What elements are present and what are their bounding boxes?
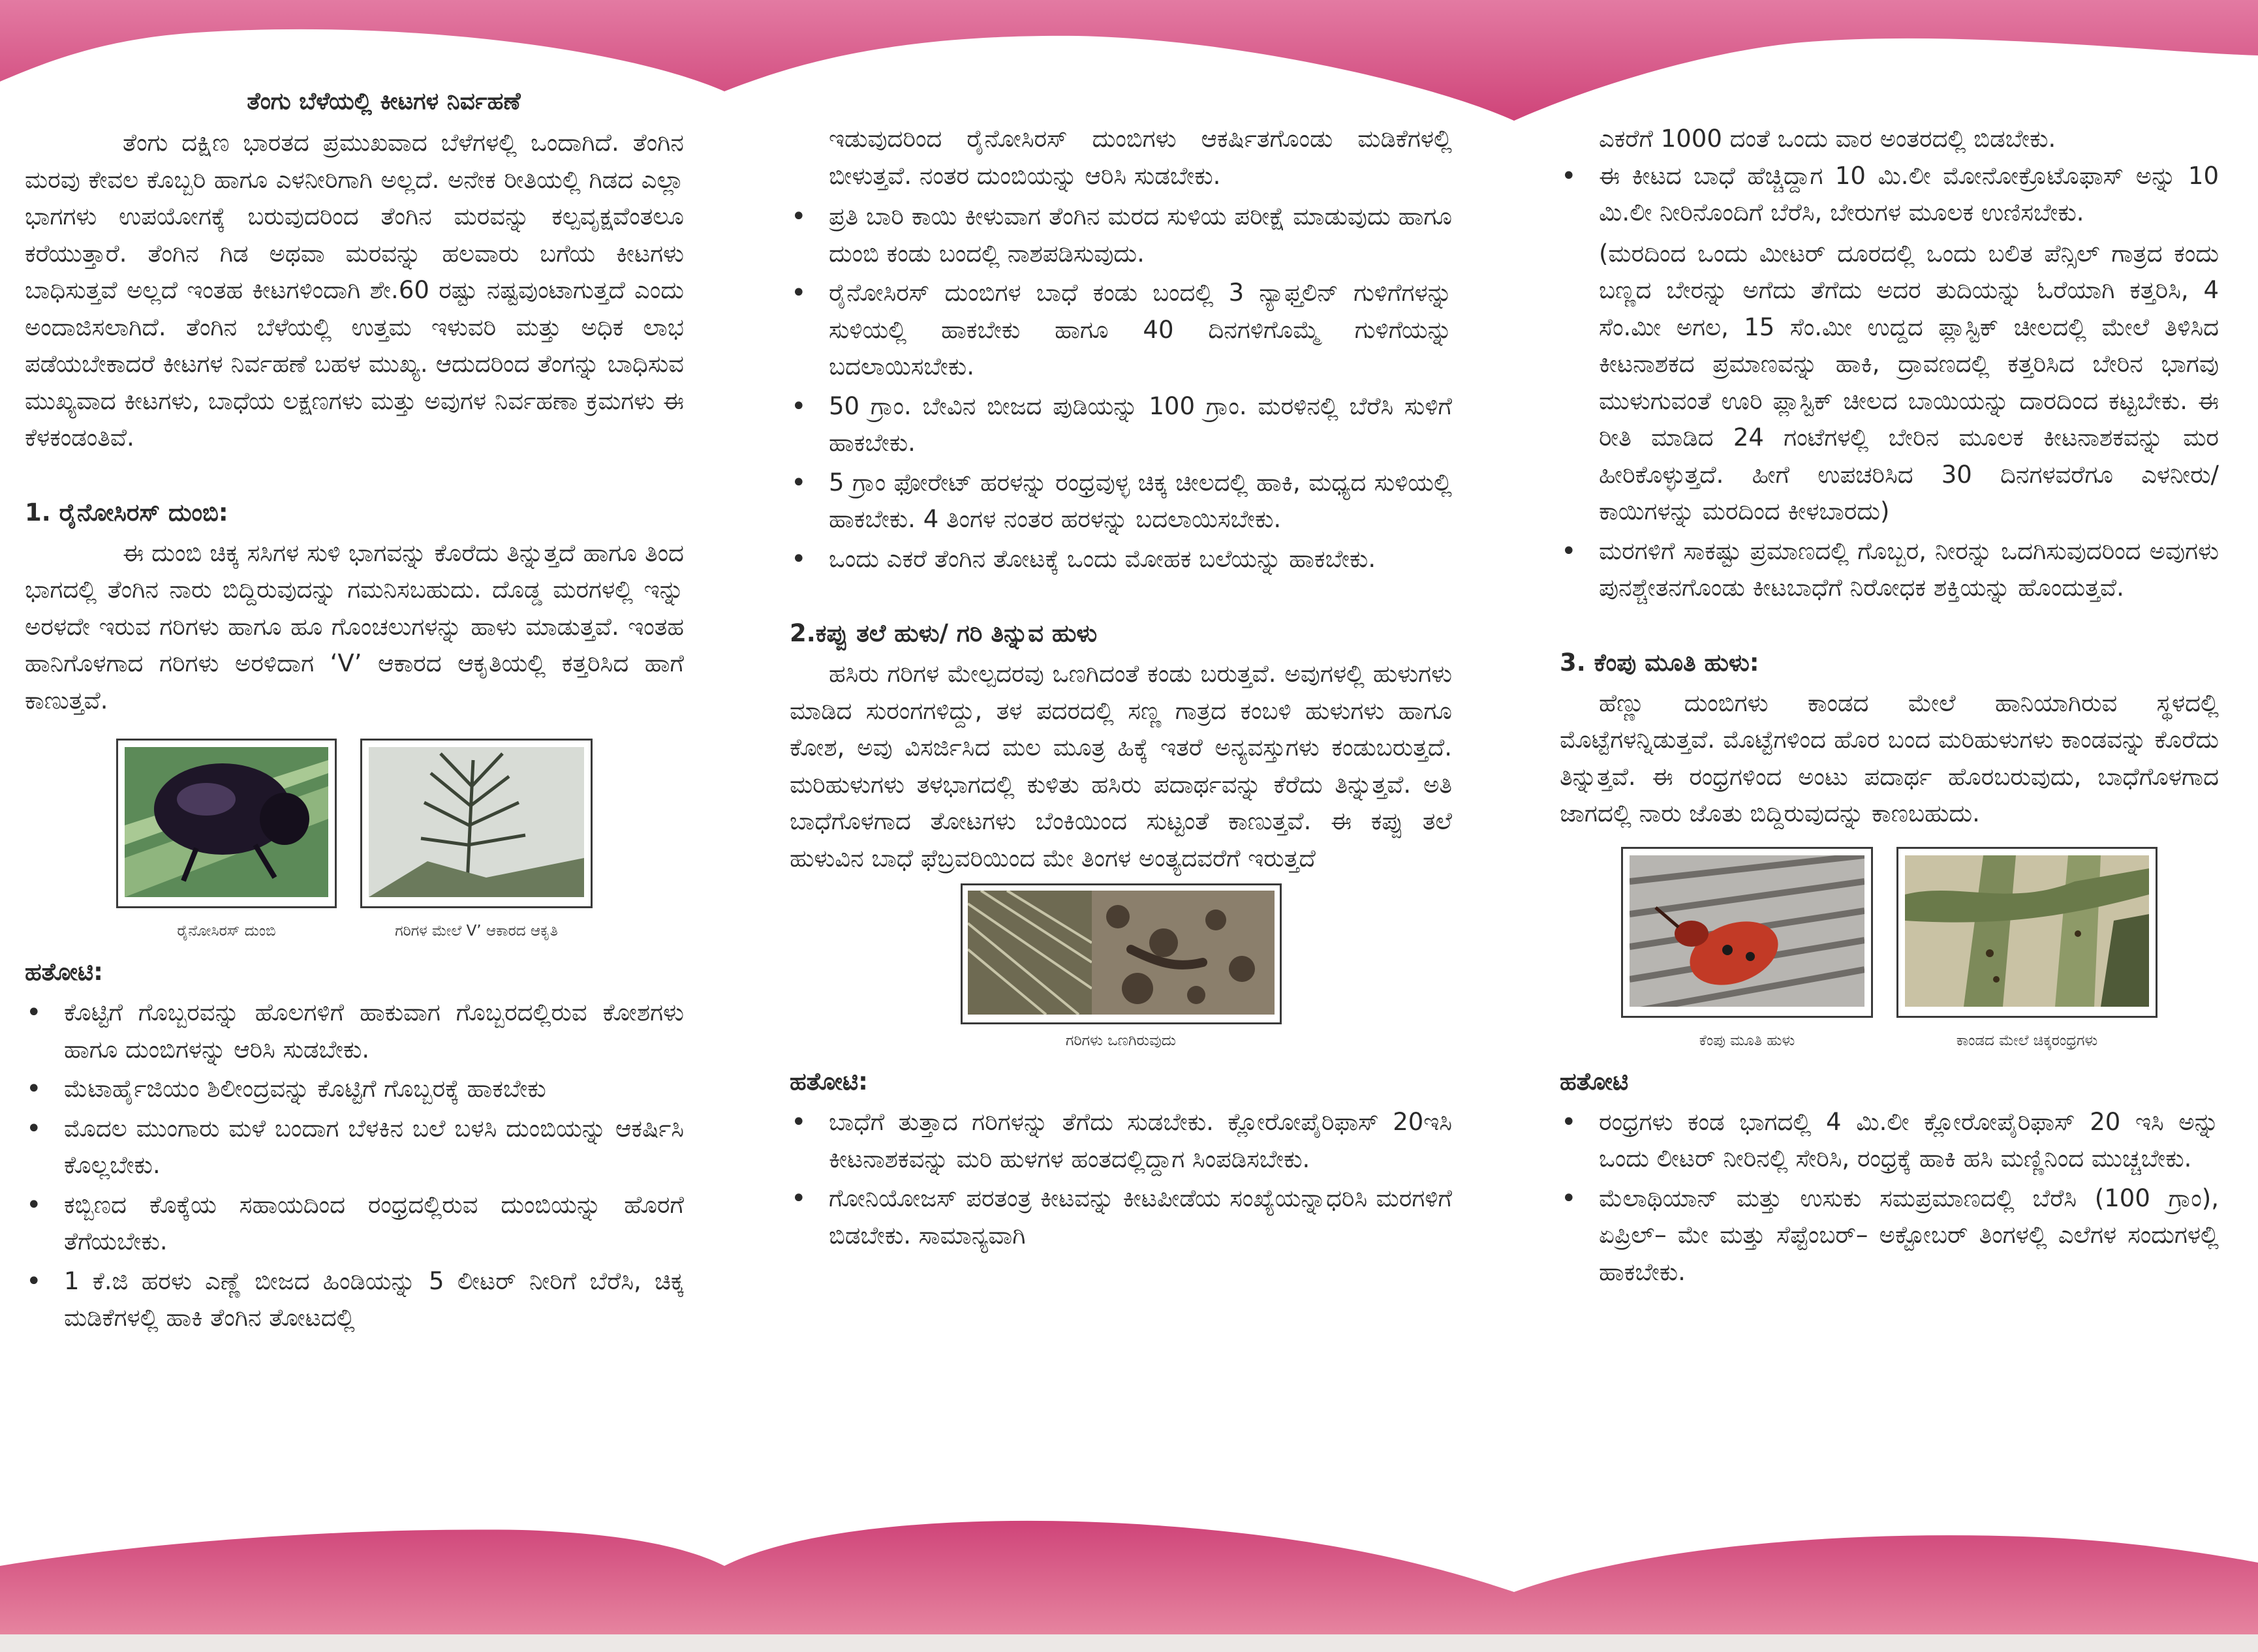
v-shaped-frond-photo	[369, 747, 584, 897]
list-item: • ರಂಧ್ರಗಳು ಕಂಡ ಭಾಗದಲ್ಲಿ 4 ಮಿ.ಲೀ ಕ್ಲೋರೋಪೈರಿಫಾಸ್ 20 ಇಸಿ ಅನ್ನು ಒಂದು ಲೀಟರ್ ನೀರಿನಲ್ಲಿ ಸೇರಿಸಿ, ರಂಧ್ರಕ್ಕೆ ಹಾಕಿ ಹಸಿ ಮಣ್ಣಿನಿಂದ ಮುಚ್ಚಬೇಕು.	[1561, 1107, 2219, 1172]
continued-text: ಎಕರೆಗೆ 1000 ದಂತೆ ಒಂದು ವಾರ ಅಂತರದಲ್ಲಿ ಬಿಡಬೇಕು.	[1599, 125, 2056, 153]
section-2-figures	[790, 883, 1452, 1049]
figure-caption: ರೈನೋಸಿರಸ್ ದುಂಬಿ	[177, 923, 276, 940]
section-3-control-heading: ಹತೋಟಿ	[1560, 1067, 1629, 1095]
list-item: • 1 ಕೆ.ಜಿ ಹರಳು ಎಣ್ಣೆ ಬೀಜದ ಹಿಂಡಿಯನ್ನು 5 ಲೀಟರ್ ನೀರಿಗೆ ಬೆರೆಸಿ, ಚಿಕ್ಕ ಮಡಿಕೆಗಳಲ್ಲಿ ಹಾಕಿ ತೆಂಗಿನ ತೋಟದಲ್ಲಿ	[26, 1266, 684, 1332]
section-1-heading: 1. ರೈನೋಸಿರಸ್ ದುಂಬಿ:	[25, 498, 228, 527]
section-2-control-list-continued-2	[1560, 533, 2219, 607]
figure-caption: ಗರಿಗಳ ಮೇಲೆ V’ ಆಕಾರದ ಆಕೃತಿ	[395, 923, 558, 940]
list-item: • ಮೆಟಾರ್ಹೈಜಿಯಂ ಶಿಲೀಂದ್ರವನ್ನು ಕೊಟ್ಟಿಗೆ ಗೊಬ್ಬರಕ್ಕೆ ಹಾಕಬೇಕು	[26, 1074, 546, 1104]
list-item: • ಕೊಟ್ಟಿಗೆ ಗೊಬ್ಬರವನ್ನು ಹೊಲಗಳಿಗೆ ಹಾಕುವಾಗ ಗೊಬ್ಬರದಲ್ಲಿರುವ ಕೋಶಗಳು ಹಾಗೂ ದುಂಬಿಗಳನ್ನು ಆರಿಸಿ ಸುಡಬೇಕು.	[26, 998, 684, 1063]
list-item: • ಈ ಕೀಟದ ಬಾಧೆ ಹೆಚ್ಚಿದ್ದಾಗ 10 ಮಿ.ಲೀ ಮೋನೋಕ್ರೊಟೊಫಾಸ್ ಅನ್ನು 10 ಮಿ.ಲೀ ನೀರಿನೊಂದಿಗೆ ಬೆರೆಸಿ, ಬೇರುಗಳ ಮೂಲಕ ಉಣಿಸಬೇಕು.	[1561, 161, 2219, 226]
section-2-text: ಹಸಿರು ಗರಿಗಳ ಮೇಲ್ಪದರವು ಒಣಗಿದಂತೆ ಕಂಡು ಬರುತ್ತವೆ. ಅವುಗಳಲ್ಲಿ ಹುಳುಗಳು ಮಾಡಿದ ಸುರಂಗಗಳಿದ್ದು, ತಳ ಪದರದಲ್ಲಿ ಸಣ್ಣ ಗಾತ್ರದ ಕಂಬಳಿ ಹುಳುಗಳು ಹಾಗೂ ಕೋಶ, ಅವು ವಿಸರ್ಜಿಸಿದ ಮಲ ಮೂತ್ರ ಹಿಕ್ಕೆ ಇತರೆ ಅನ್ಯವಸ್ತುಗಳು ಕಂಡುಬರುತ್ತದೆ. ಮರಿಹುಳುಗಳು ತಳಭಾಗದಲ್ಲಿ ಕುಳಿತು ಹಸಿರು ಪದಾರ್ಥವನ್ನು ಕೆರೆದು ತಿನ್ನುತ್ತವೆ. ಅತಿ ಬಾಧೆಗೊಳಗಾದ ತೋಟಗಳು ಬೆಂಕಿಯಿಂದ ಸುಟ್ಟಂತೆ ಕಾಣುತ್ತವೆ. ಈ ಕಪ್ಪು ತಲೆ ಹುಳುವಿನ ಬಾಧೆ ಫೆಬ್ರವರಿಯಿಂದ ಮೇ ತಿಂಗಳ ಅಂತ್ಯದವರೆಗೆ ಇರುತ್ತದೆ	[790, 660, 1452, 872]
section-2-control-list-continued	[1560, 158, 2219, 232]
section-1-control-heading: ಹತೋಟಿ:	[25, 958, 103, 986]
dried-fronds-photo	[968, 891, 1275, 1015]
section-2-control-heading: ಹತೋಟಿ:	[790, 1067, 868, 1095]
intro-paragraph: ತೆಂಗು ದಕ್ಷಿಣ ಭಾರತದ ಪ್ರಮುಖವಾದ ಬೆಳೆಗಳಲ್ಲಿ ಒಂದಾಗಿದೆ. ತೆಂಗಿನ ಮರವು ಕೇವಲ ಕೊಬ್ಬರಿ ಹಾಗೂ ಎಳನೀರಿಗಾಗಿ ಅಲ್ಲದೆ. ಅನೇಕ ರೀತಿಯಲ್ಲಿ ಗಿಡದ ಎಲ್ಲಾ ಭಾಗಗಳು ಉಪಯೋಗಕ್ಕೆ ಬರುವುದರಿಂದ ತೆಂಗಿನ ಮರವನ್ನು ಕಲ್ಪವೃಕ್ಷವೆಂತಲೂ ಕರೆಯುತ್ತಾರೆ. ತೆಂಗಿನ ಗಿಡ ಅಥವಾ ಮರವನ್ನು ಹಲವಾರು ಬಗೆಯ ಕೀಟಗಳು ಬಾಧಿಸುತ್ತವೆ ಅಲ್ಲದೆ ಇಂತಹ ಕೀಟಗಳಿಂದಾಗಿ ಶೇ.60 ರಷ್ಟು ನಷ್ಟವುಂಟಾಗುತ್ತದೆ ಎಂದು ಅಂದಾಜಿಸಲಾಗಿದೆ. ತೆಂಗಿನ ಬೆಳೆಯಲ್ಲಿ ಉತ್ತಮ ಇಳುವರಿ ಮತ್ತು ಅಧಿಕ ಲಾಭ ಪಡೆಯಬೇಕಾದರೆ ಕೀಟಗಳ ನಿರ್ವಹಣೆ ಬಹಳ ಮುಖ್ಯ. ಆದುದರಿಂದ ತೆಂಗನ್ನು ಬಾಧಿಸುವ ಮುಖ್ಯವಾದ ಕೀಟಗಳು, ಬಾಧೆಯ ಲಕ್ಷಣಗಳು ಮತ್ತು ಅವುಗಳ ನಿರ್ವಹಣಾ ಕ್ರಮಗಳು ಈ ಕೆಳಕಂಡಂತಿವೆ.	[25, 129, 684, 451]
list-item: • ಒಂದು ಎಕರೆ ತೆಂಗಿನ ತೋಟಕ್ಕೆ ಒಂದು ಮೋಹಕ ಬಲೆಯನ್ನು ಹಾಕಬೇಕು.	[791, 543, 1376, 574]
rhinoceros-beetle-photo	[125, 747, 328, 897]
red-palm-weevil-photo	[1630, 855, 1864, 1007]
figure-dried-fronds	[961, 883, 1282, 1049]
section-2-control-list	[790, 1104, 1452, 1254]
section-1-text: ಈ ದುಂಬಿ ಚಿಕ್ಕ ಸಸಿಗಳ ಸುಳಿ ಭಾಗವನ್ನು ಕೊರೆದು ತಿನ್ನುತ್ತದೆ ಹಾಗೂ ತಿಂದ ಭಾಗದಲ್ಲಿ ತೆಂಗಿನ ನಾರು ಬಿದ್ದಿರುವುದನ್ನು ಗಮನಿಸಬಹುದು. ದೊಡ್ಡ ಮರಗಳಲ್ಲಿ ಇನ್ನು ಅರಳದೇ ಇರುವ ಗರಿಗಳು ಹಾಗೂ ಹೂ ಗೊಂಚಲುಗಳನ್ನು ಹಾಳು ಮಾಡುತ್ತವೆ. ಇಂತಹ ಹಾನಿಗೊಳಗಾದ ಗರಿಗಳು ಅರಳಿದಾಗ ‘V’ ಆಕಾರದ ಆಕೃತಿಯಲ್ಲಿ ಕತ್ತರಿಸಿದ ಹಾಗೆ ಕಾಣುತ್ತವೆ.	[25, 538, 684, 714]
figure-caption: ಗರಿಗಳು ಒಣಗಿರುವುದು	[1066, 1032, 1176, 1049]
continued-text: ಇಡುವುದರಿಂದ ರೈನೋಸಿರಸ್ ದುಂಬಿಗಳು ಆಕರ್ಷಿತಗೊಂಡು ಮಡಿಕೆಗಳಲ್ಲಿ ಬೀಳುತ್ತವೆ. ನಂತರ ದುಂಬಿಯನ್ನು ಆರಿಸಿ ಸುಡಬೇಕು.	[829, 125, 1452, 190]
figure-red-palm-weevil	[1621, 847, 1873, 1049]
section-2-heading: 2.ಕಪ್ಪು ತಲೆ ಹುಳು/ ಗರಿ ತಿನ್ನುವ ಹುಳು	[790, 619, 1098, 647]
section-1-control-list-continued	[790, 198, 1452, 577]
stem-holes-photo	[1905, 855, 2149, 1007]
figure-v-shaped-cut-fronds	[360, 739, 593, 940]
bottom-wave-band	[0, 1521, 2258, 1634]
column-1	[25, 88, 684, 1339]
list-item: • ಪ್ರತಿ ಬಾರಿ ಕಾಯಿ ಕೀಳುವಾಗ ತೆಂಗಿನ ಮರದ ಸುಳಿಯ ಪರೀಕ್ಷೆ ಮಾಡುವುದು ಹಾಗೂ ದುಂಬಿ ಕಂಡು ಬಂದಲ್ಲಿ ನಾಶಪಡಿಸುವುದು.	[791, 202, 1452, 268]
list-item: • 50 ಗ್ರಾಂ. ಬೇವಿನ ಬೀಜದ ಪುಡಿಯನ್ನು 100 ಗ್ರಾಂ. ಮರಳಿನಲ್ಲಿ ಬೆರೆಸಿ ಸುಳಿಗೆ ಹಾಕಬೇಕು.	[791, 391, 1452, 457]
column-3	[1560, 121, 2219, 1293]
section-1-figures	[25, 739, 684, 940]
section-3-figures	[1560, 847, 2219, 1049]
list-item: • ಮರಗಳಿಗೆ ಸಾಕಷ್ಟು ಪ್ರಮಾಣದಲ್ಲಿ ಗೊಬ್ಬರ, ನೀರನ್ನು ಒದಗಿಸುವುದರಿಂದ ಅವುಗಳು ಪುನಶ್ಚೇತನಗೊಂಡು ಕೀಟಬಾಧೆಗೆ ನಿರೋಧಕ ಶಕ್ತಿಯನ್ನು ಹೊಂದುತ್ತವೆ.	[1561, 536, 2219, 602]
list-item: • ಗೋನಿಯೋಜಸ್ ಪರತಂತ್ರ ಕೀಟವನ್ನು ಕೀಟಪೀಡೆಯ ಸಂಖ್ಯೆಯನ್ನಾಧರಿಸಿ ಮರಗಳಿಗೆ ಬಿಡಬೇಕು. ಸಾಮಾನ್ಯವಾಗಿ	[791, 1184, 1452, 1249]
bottom-paper-edge	[0, 1634, 2258, 1652]
list-item: • ಮೆಲಾಥಿಯಾನ್ ಮತ್ತು ಉಸುಕು ಸಮಪ್ರಮಾಣದಲ್ಲಿ ಬೆರೆಸಿ (100 ಗ್ರಾಂ), ಏಪ್ರಿಲ್– ಮೇ ಮತ್ತು ಸೆಪ್ಟೆಂಬರ್– ಅಕ್ಟೋಬರ್ ತಿಂಗಳಲ್ಲಿ ಎಲೆಗಳ ಸಂದುಗಳಲ್ಲಿ ಹಾಕಬೇಕು.	[1561, 1183, 2219, 1286]
section-3-heading: 3. ಕೆಂಪು ಮೂತಿ ಹುಳು:	[1560, 648, 1759, 677]
list-item: • 5 ಗ್ರಾಂ ಫೋರೇಟ್ ಹರಳನ್ನು ರಂಧ್ರವುಳ್ಳ ಚಿಕ್ಕ ಚೀಲದಲ್ಲಿ ಹಾಕಿ, ಮಧ್ಯದ ಸುಳಿಯಲ್ಲಿ ಹಾಕಬೇಕು. 4 ತಿಂಗಳ ನಂತರ ಹರಳನ್ನು ಬದಲಾಯಿಸಬೇಕು.	[791, 467, 1452, 533]
section-3-text: ಹೆಣ್ಣು ದುಂಬಿಗಳು ಕಾಂಡದ ಮೇಲೆ ಹಾನಿಯಾಗಿರುವ ಸ್ಥಳದಲ್ಲಿ ಮೊಟ್ಟೆಗಳನ್ನಿಡುತ್ತವೆ. ಮೊಟ್ಟೆಗಳಿಂದ ಹೊರ ಬಂದ ಮರಿಹುಳುಗಳು ಕಾಂಡವನ್ನು ಕೊರೆದು ತಿನ್ನುತ್ತವೆ. ಈ ರಂಧ್ರಗಳಿಂದ ಅಂಟು ಪದಾರ್ಥ ಹೊರಬರುವುದು, ಬಾಧೆಗೊಳಗಾದ ಜಾಗದಲ್ಲಿ ನಾರು ಜೊತು ಬಿದ್ದಿರುವುದನ್ನು ಕಾಣಬಹುದು.	[1560, 688, 2219, 827]
section-1-control-list	[25, 994, 684, 1337]
list-item: • ಕಬ್ಬಿಣದ ಕೊಕ್ಕೆಯ ಸಹಾಯದಿಂದ ರಂಧ್ರದಲ್ಲಿರುವ ದುಂಬಿಯನ್ನು ಹೊರಗೆ ತೆಗೆಯಬೇಕು.	[26, 1189, 684, 1255]
figure-stem-holes	[1896, 847, 2157, 1049]
figure-rhinoceros-beetle	[116, 739, 337, 940]
list-item: • ರೈನೋಸಿರಸ್ ದುಂಬಿಗಳ ಬಾಧೆ ಕಂಡು ಬಂದಲ್ಲಿ 3 ನ್ಯಾಫ್ತಲಿನ್ ಗುಳಿಗೆಗಳನ್ನು ಸುಳಿಯಲ್ಲಿ ಹಾಕಬೇಕು ಹಾಗೂ 40 ದಿನಗಳಿಗೊಮ್ಮೆ ಗುಳಿಗೆಯನ್ನು ಬದಲಾಯಿಸಬೇಕು.	[791, 278, 1452, 380]
document-title: ತೆಂಗು ಬೆಳೆಯಲ್ಲಿ ಕೀಟಗಳ ನಿರ್ವಹಣೆ	[247, 88, 521, 115]
column-2	[790, 121, 1452, 1257]
list-item: • ಬಾಧೆಗೆ ತುತ್ತಾದ ಗರಿಗಳನ್ನು ತೆಗೆದು ಸುಡಬೇಕು. ಕ್ಲೋರೋಪೈರಿಫಾಸ್ 20ಇಸಿ ಕೀಟನಾಶಕವನ್ನು ಮರಿ ಹುಳಗಳ ಹಂತದಲ್ಲಿದ್ದಾಗ ಸಿಂಪಡಿಸಬೇಕು.	[791, 1107, 1452, 1173]
section-3-control-list	[1560, 1104, 2219, 1291]
list-item: • ಮೊದಲ ಮುಂಗಾರು ಮಳೆ ಬಂದಾಗ ಬೆಳಕಿನ ಬಲೆ ಬಳಸಿ ದುಂಬಿಯನ್ನು ಆಕರ್ಷಿಸಿ ಕೊಲ್ಲಬೇಕು.	[26, 1113, 684, 1179]
figure-caption: ಕೆಂಪು ಮೂತಿ ಹುಳು	[1699, 1032, 1795, 1049]
root-feeding-note: (ಮರದಿಂದ ಒಂದು ಮೀಟರ್ ದೂರದಲ್ಲಿ ಒಂದು ಬಲಿತ ಪೆನ್ಸಿಲ್ ಗಾತ್ರದ ಕಂದು ಬಣ್ಣದ ಬೇರನ್ನು ಅಗೆದು ತೆಗೆದು ಅದರ ತುದಿಯನ್ನು ಓರೆಯಾಗಿ ಕತ್ತರಿಸಿ, 4 ಸೆಂ.ಮೀ ಅಗಲ, 15 ಸೆಂ.ಮೀ ಉದ್ದದ ಪ್ಲಾಸ್ಟಿಕ್ ಚೀಲದಲ್ಲಿ ಮೇಲೆ ತಿಳಿಸಿದ ಕೀಟನಾಶಕದ ಪ್ರಮಾಣವನ್ನು ಹಾಕಿ, ದ್ರಾವಣದಲ್ಲಿ ಕತ್ತರಿಸಿದ ಬೇರಿನ ಭಾಗವು ಮುಳುಗುವಂತೆ ಊರಿ ಪ್ಲಾಸ್ಟಿಕ್ ಚೀಲದ ಬಾಯಿಯನ್ನು ದಾರದಿಂದ ಕಟ್ಟಬೇಕು. ಈ ರೀತಿ ಮಾಡಿದ 24 ಗಂಟೆಗಳಲ್ಲಿ ಬೇರಿನ ಮೂಲಕ ಕೀಟನಾಶಕವನ್ನು ಮರ ಹೀರಿಕೊಳ್ಳುತ್ತದೆ. ಹೀಗೆ ಉಪಚರಿಸಿದ 30 ದಿನಗಳವರೆಗೂ ಎಳನೀರು/ ಕಾಯಿಗಳನ್ನು ಮರದಿಂದ ಕೀಳಬಾರದು)	[1599, 239, 2219, 525]
figure-caption: ಕಾಂಡದ ಮೇಲೆ ಚಿಕ್ಕರಂಧ್ರಗಳು	[1956, 1032, 2098, 1049]
